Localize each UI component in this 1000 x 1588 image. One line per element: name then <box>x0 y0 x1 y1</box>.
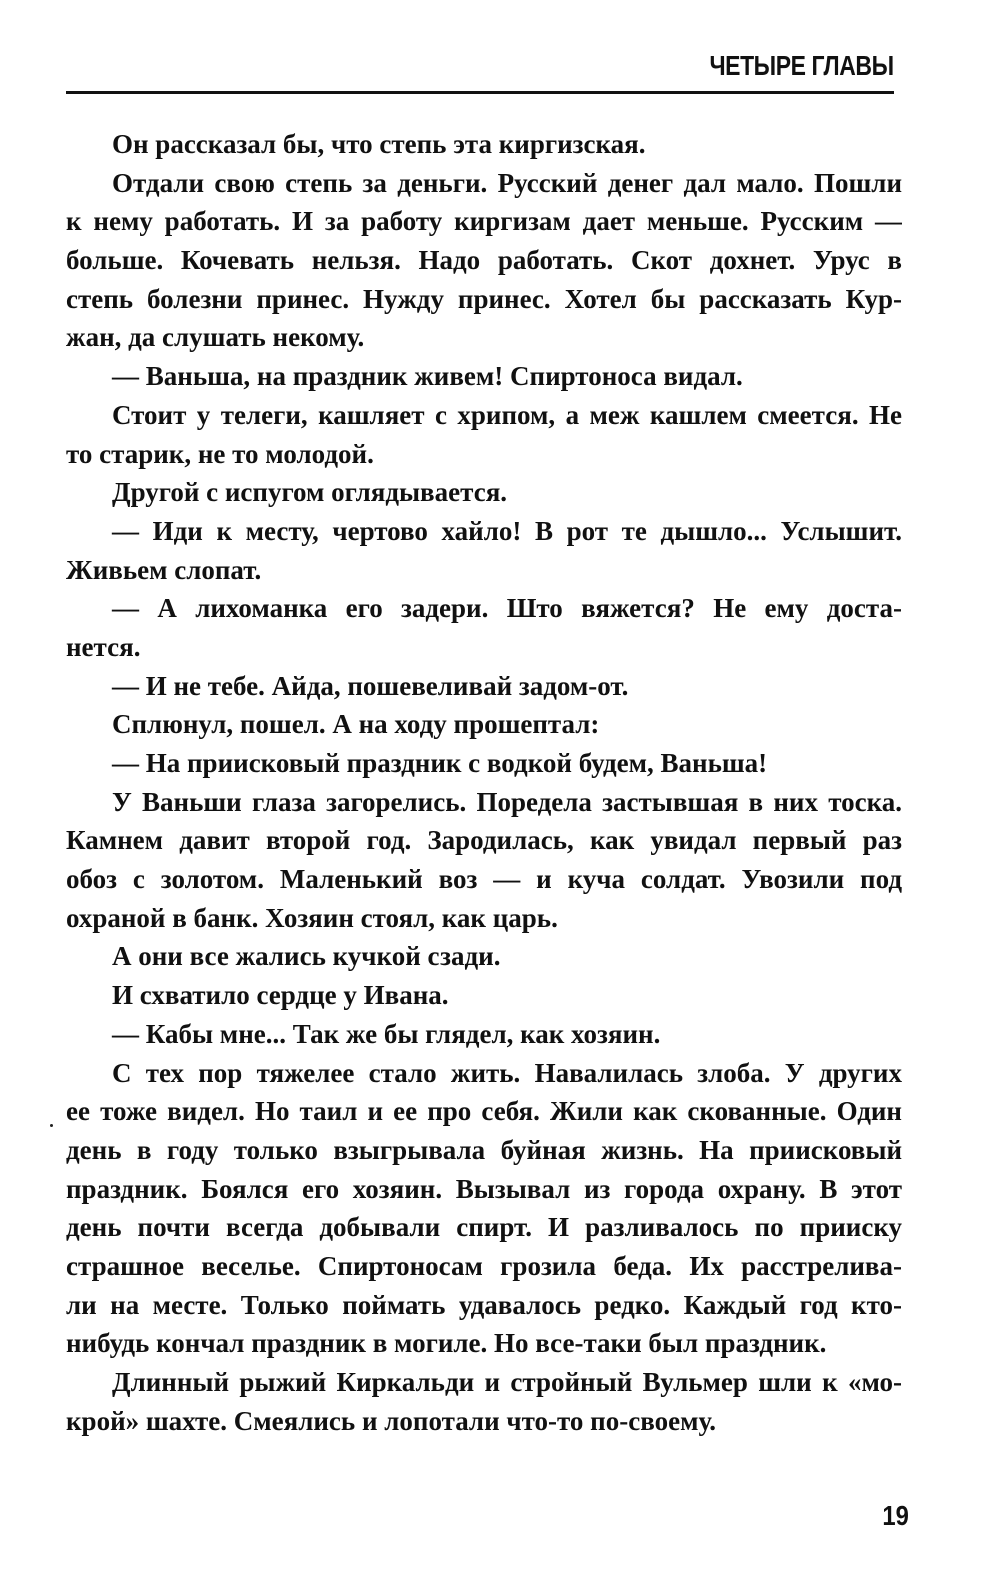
page-number: 19 <box>882 1500 909 1531</box>
text-line: Отдали свою степь за деньги. Русский денег дал мало. Пошли <box>112 167 902 198</box>
text-line: Стоит у телеги, кашляет с хрипом, а меж кашлем смеется. Не <box>112 399 902 430</box>
text-line: ее тоже видел. Но таил и ее про себя. Жили как скованные. Один <box>66 1096 902 1127</box>
text-line: больше. Кочевать нельзя. Надо работать. Скот дохнет. Урус в <box>66 245 902 276</box>
text-line: праздник. Боялся его хозяин. Вызывал из города охрану. В этот <box>66 1173 902 1204</box>
text-line: Другой с испугом оглядывается. <box>112 477 508 508</box>
text-line: страшное веселье. Спиртоносам грозила беда. Их расстрелива- <box>66 1250 902 1281</box>
text-line: Он рассказал бы, что степь эта киргизская. <box>112 129 646 159</box>
text-line: А они все жались кучкой сзади. <box>112 941 501 972</box>
text-line: жан, да слушать некому. <box>66 322 365 353</box>
text-line: день в году только взыгрывала буйная жизнь. На приисковый <box>66 1134 902 1165</box>
running-head <box>66 46 894 96</box>
body-text <box>66 125 902 1440</box>
text-line: — Иди к месту, чертово хайло! В рот те дышло... Услышит. <box>112 515 902 546</box>
text-line: Живьем слопат. <box>66 554 262 585</box>
text-line: обоз с золотом. Маленький воз — и куча солдат. Увозили под <box>66 864 902 895</box>
text-line: И схватило сердце у Ивана. <box>112 980 449 1011</box>
text-line: Камнем давит второй год. Зародилась, как увидал первый раз <box>66 825 902 856</box>
text-line: Сплюнул, пошел. А на ходу прошептал: <box>112 709 600 740</box>
text-line: то старик, не то молодой. <box>66 438 374 469</box>
text-line: У Ваньши глаза загорелись. Поредела застывшая в них тоска. <box>112 786 902 817</box>
running-title: ЧЕТЫРЕ ГЛАВЫ <box>709 50 894 81</box>
text-line: день почти всегда добывали спирт. И разливалось по прииску <box>66 1212 902 1243</box>
text-line: крой» шахте. Смеялись и лопотали что-то по-своему. <box>66 1405 717 1436</box>
text-line: нибудь кончал праздник в могиле. Но все-таки был праздник. <box>66 1328 827 1359</box>
text-line: С тех пор тяжелее стало жить. Навалилась злоба. У других <box>112 1057 902 1088</box>
text-line: — Кабы мне... Так же бы глядел, как хозяин. <box>112 1018 661 1049</box>
text-line: — На приисковый праздник с водкой будем, Ваньша! <box>112 748 768 778</box>
text-line: нется. <box>66 631 141 662</box>
header-rule <box>66 91 894 94</box>
text-line: — А лихоманка его задери. Што вяжется? Не ему доста- <box>112 593 902 624</box>
text-line: степь болезни принес. Нужду принес. Хотел бы рассказать Кур- <box>66 283 902 314</box>
scan-speck <box>50 1124 53 1127</box>
text-line: к нему работать. И за работу киргизам дает меньше. Русским — <box>66 206 902 237</box>
text-line: — Ваньша, на праздник живем! Спиртоноса видал. <box>112 361 743 392</box>
text-line: ли на месте. Только поймать удавалось редко. Каждый год кто- <box>66 1289 902 1320</box>
text-line: Длинный рыжий Киркальди и стройный Вульмер шли к «мо- <box>112 1367 902 1397</box>
text-line: охраной в банк. Хозяин стоял, как царь. <box>66 902 558 933</box>
text-line: — И не тебе. Айда, пошевеливай задом-от. <box>112 670 629 701</box>
